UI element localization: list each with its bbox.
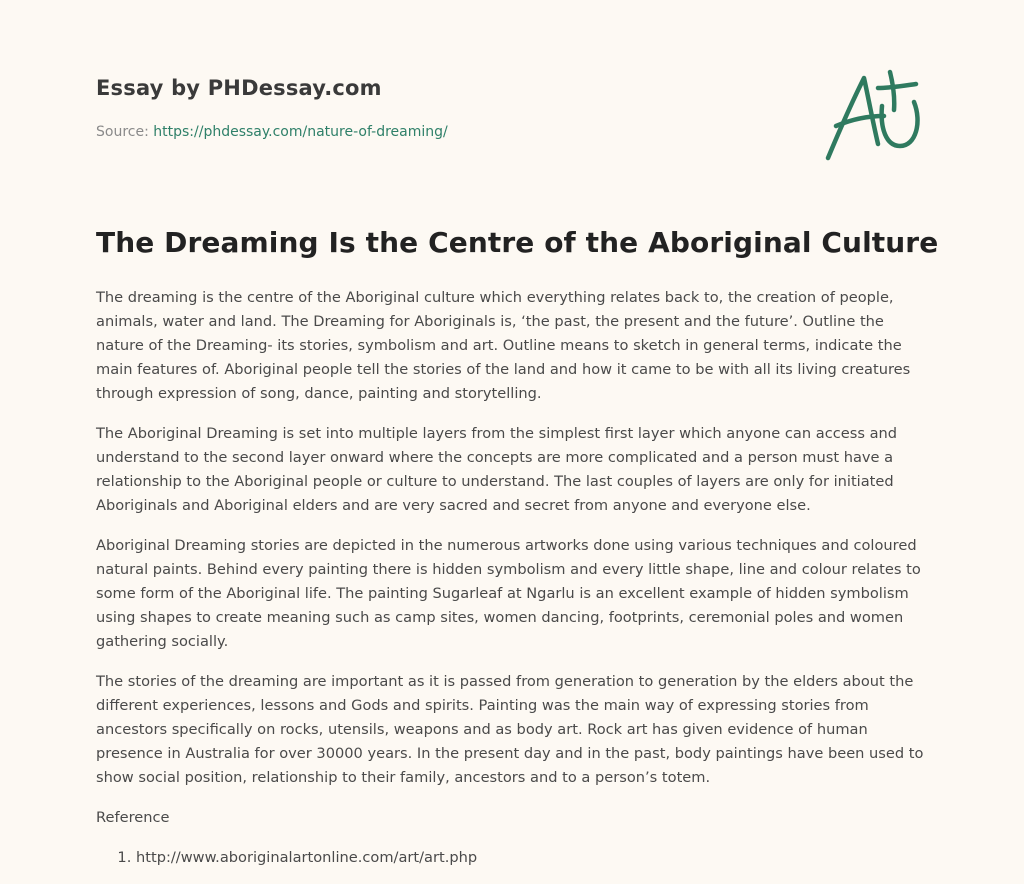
paragraph: The stories of the dreaming are important as it is passed from generation to generation by the elders about the different experiences, lessons and Gods and spirits. Painting was the main way of expressing stories from ancestors specifically on rocks, utensils, weapons and as body art. Rock art has given evidence of human presence in Australia for over 30000 years. In the present day and in the past, body paintings have been used to show social position, relationship to their family, ancestors and to a person’s totem. (96, 673, 924, 786)
essay-body (96, 286, 928, 870)
paragraph: The dreaming is the centre of the Aboriginal culture which everything relates back to, the creation of people, animals, water and land. The Dreaming for Aboriginals is, ‘the past, the present and the future’. Outline the nature of the Dreaming- its stories, symbolism and art. Outline means to sketch in general terms, indicate the main features of. Aboriginal people tell the stories of the land and how it came to be with all its living creatures through expression of song, dance, painting and storytelling. (96, 289, 911, 402)
reference-item: 1. http://www.aboriginalartonline.com/art/art.php (136, 846, 928, 870)
a-plus-grade-icon (822, 66, 928, 166)
source-label: Source: (96, 124, 154, 140)
site-brand: Essay by PHDessay.com (96, 76, 382, 100)
essay-title: The Dreaming Is the Centre of the Aboriginal Culture (96, 226, 939, 259)
reference-list (96, 846, 928, 870)
source-link[interactable]: https://phdessay.com/nature-of-dreaming/ (153, 124, 448, 140)
reference-heading: Reference (96, 809, 170, 826)
paragraph: Aboriginal Dreaming stories are depicted in the numerous artworks done using various techniques and coloured natural paints. Behind every painting there is hidden symbolism and every little shape, line and colour relates to some form of the Aboriginal life. The painting Sugarleaf at Ngarlu is an excellent example of hidden symbolism using shapes to create meaning such as camp sites, women dancing, footprints, ceremonial poles and women gathering socially. (96, 537, 921, 650)
paragraph: The Aboriginal Dreaming is set into multiple layers from the simplest first layer which anyone can access and understand to the second layer onward where the concepts are more complicated and a person must have a relationship to the Aboriginal people or culture to understand. The last couples of layers are only for initiated Aboriginals and Aboriginal elders and are very sacred and secret from anyone and everyone else. (96, 425, 898, 514)
source-line (96, 124, 448, 140)
